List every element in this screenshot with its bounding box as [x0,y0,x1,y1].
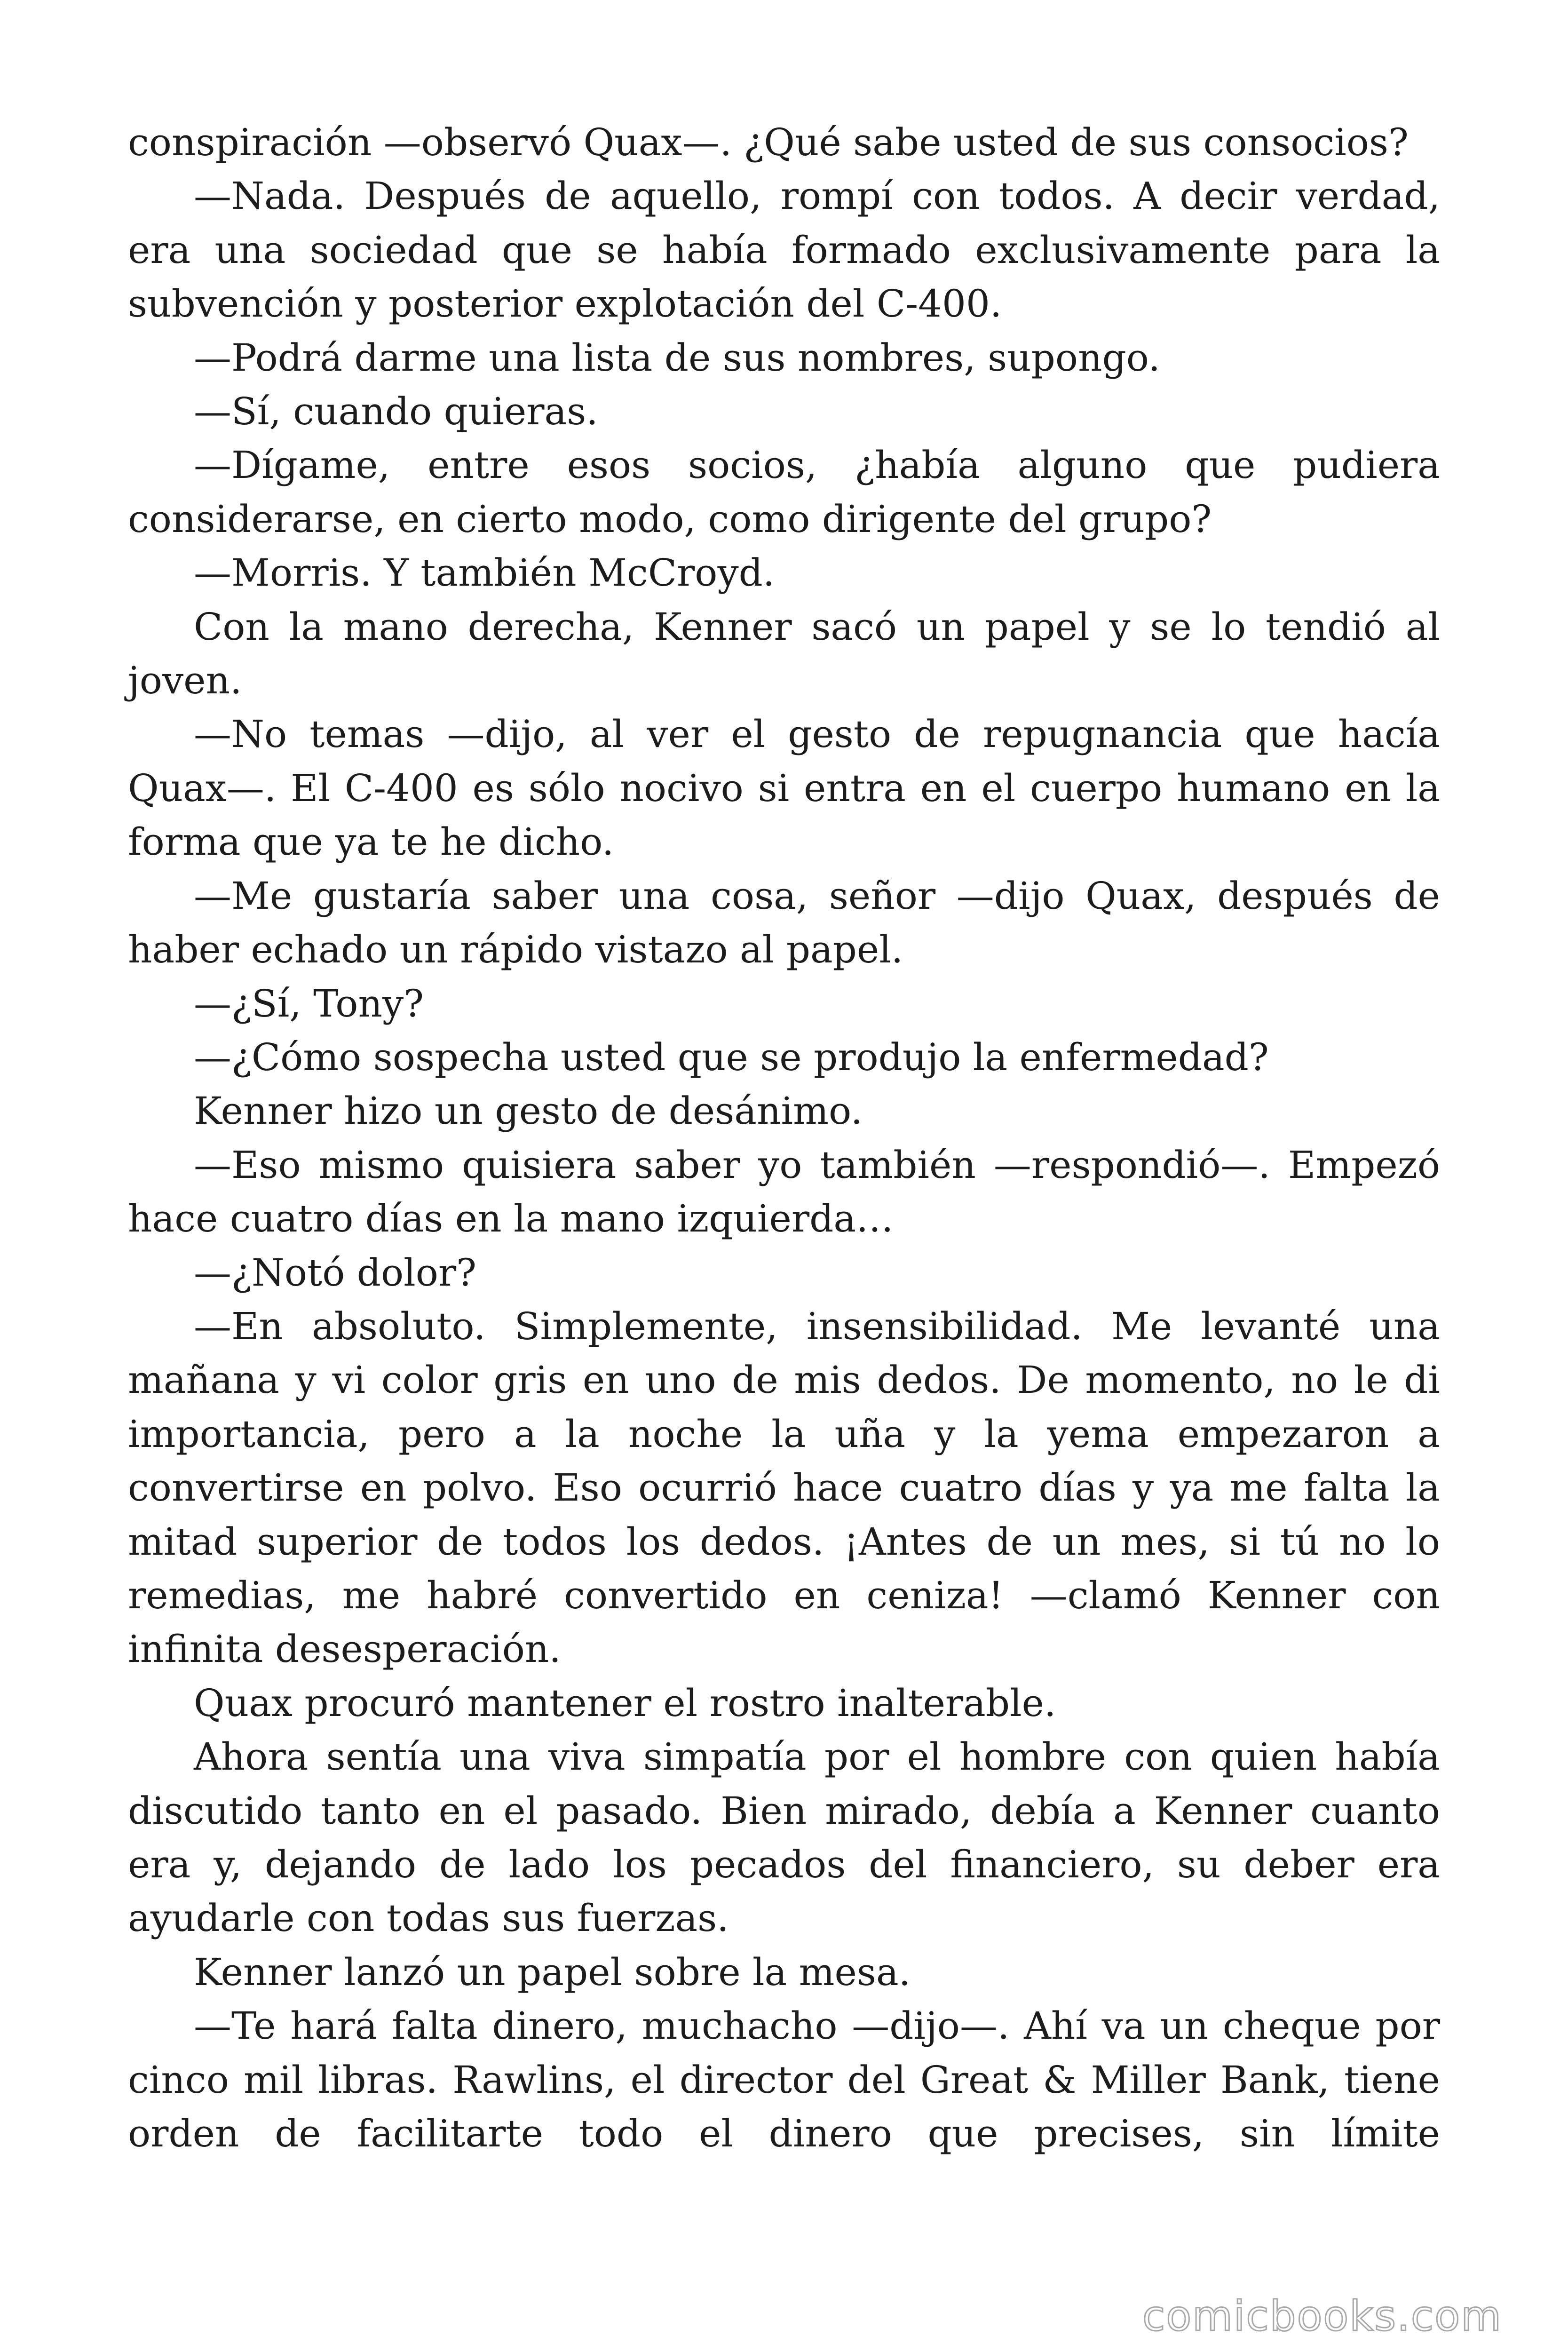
paragraph: —¿Notó dolor? [194,1250,477,1295]
paragraph: —¿Sí, Tony? [194,981,424,1025]
paragraph: Quax procuró mantener el rostro inalterable. [194,1681,1056,1725]
paragraph-continued: conspiración —observó Quax—. ¿Qué sabe usted de sus consocios? [128,120,1409,164]
paragraph: —Eso mismo quisiera saber yo también —respondió—. Empezó hace cuatro días en la mano izquierda… [128,1143,1440,1241]
paragraph: —Dígame, entre esos socios, ¿había alguno que pudiera considerarse, en cierto modo, como dirigente del grupo? [128,443,1440,541]
paragraph: Kenner lanzó un papel sobre la mesa. [194,1950,911,1994]
paragraph: —¿Cómo sospecha usted que se produjo la enfermedad? [194,1035,1269,1079]
paragraph: Kenner hizo un gesto de desánimo. [194,1089,863,1133]
paragraph: —Podrá darme una lista de sus nombres, supongo. [194,335,1160,380]
paragraph: Ahora sentía una viva simpatía por el hombre con quien había discutido tanto en el pasado. Bien mirado, debía a Kenner cuanto era y, dejando de lado los pecados del financiero, su deber era ayudarle con todas sus fuerzas. [128,1735,1440,1940]
paragraph: —No temas —dijo, al ver el gesto de repugnancia que hacía Quax—. El C-400 es sólo nocivo si entra en el cuerpo humano en la forma que ya te he dicho. [128,712,1440,864]
paragraph: —Sí, cuando quieras. [194,389,598,434]
watermark-logo: comicbooks.com [1142,2292,1502,2340]
paragraph: —Me gustaría saber una cosa, señor —dijo Quax, después de haber echado un rápido vistazo al papel. [128,874,1440,972]
paragraph: —Morris. Y también McCroyd. [194,551,775,595]
paragraph: —Nada. Después de aquello, rompí con todos. A decir verdad, era una sociedad que se había formado exclusivamente para la subvención y posterior explotación del C-400. [128,174,1440,326]
paragraph: Con la mano derecha, Kenner sacó un papel y se lo tendió al joven. [128,604,1440,703]
paragraph-continues: —Te hará falta dinero, muchacho —dijo—. Ahí va un cheque por cinco mil libras. Rawlins, el director del Great & Miller Bank, tiene orden de facilitarte todo el dinero que precises, sin límite [128,2004,1440,2156]
paragraph: —En absoluto. Simplemente, insensibilidad. Me levanté una mañana y vi color gris en uno de mis dedos. De momento, no le di importancia, pero a la noche la uña y la yema empezaron a convertirse en polvo. Eso ocurrió hace cuatro días y ya me falta la mitad superior de todos los dedos. ¡Antes de un mes, si tú no lo remedias, me habré convertido en ceniza! —clamó Kenner con infinita desesperación. [128,1304,1440,1671]
page-body-text [128,116,1440,2161]
